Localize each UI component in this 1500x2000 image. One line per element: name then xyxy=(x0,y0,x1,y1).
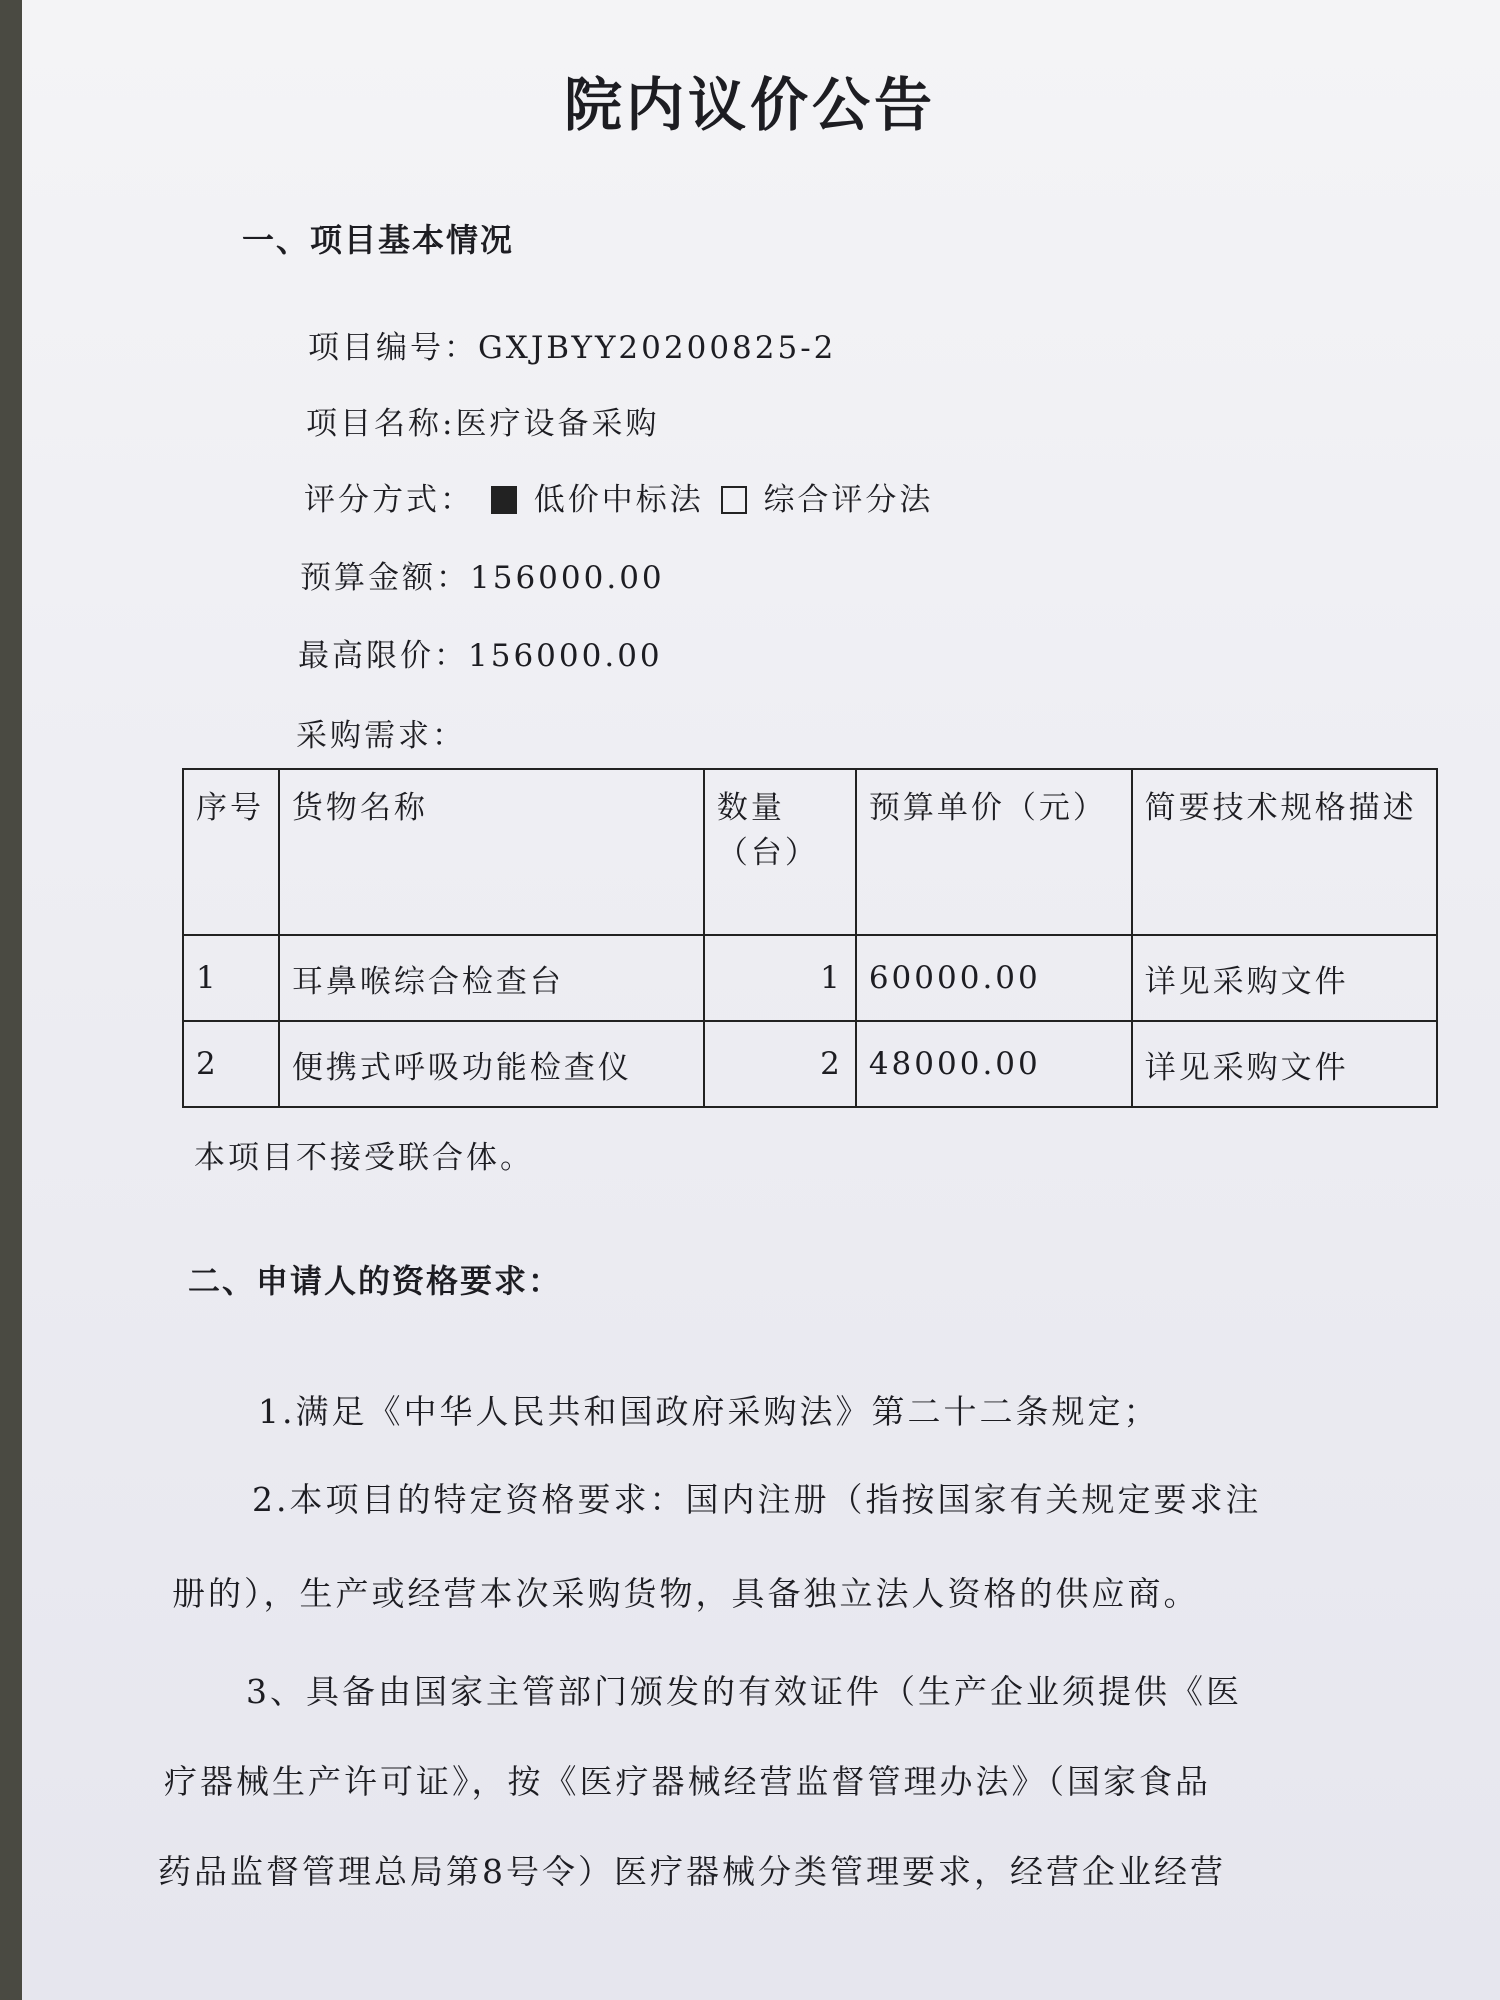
project-name: 项目名称:医疗设备采购 xyxy=(306,406,660,442)
requirement-3-line1: 3、具备由国家主管部门颁发的有效证件（生产企业须提供《医 xyxy=(246,1672,1242,1711)
requirement-3-line3: 药品监督管理总局第8号令）医疗器械分类管理要求，经营企业经营 xyxy=(158,1852,1226,1891)
section2-heading: 二、申请人的资格要求： xyxy=(188,1262,563,1300)
cell-price: 48000.00 xyxy=(856,1021,1132,1107)
table-row xyxy=(183,1021,1437,1107)
project-number: 项目编号：GXJBYY20200825-2 xyxy=(308,330,837,366)
table-row xyxy=(183,935,1437,1021)
procurement-demand-label: 采购需求： xyxy=(296,718,466,754)
scoring-method xyxy=(304,474,933,519)
requirement-2-line2: 册的），生产或经营本次采购货物，具备独立法人资格的供应商。 xyxy=(172,1574,1200,1613)
scoring-label: 评分方式： xyxy=(304,482,474,518)
cell-qty: 1 xyxy=(704,935,856,1021)
header-qty: 数量（台） xyxy=(704,769,856,935)
cell-price: 60000.00 xyxy=(856,935,1132,1021)
cell-name: 便携式呼吸功能检查仪 xyxy=(279,1021,704,1107)
section1-heading: 一、项目基本情况 xyxy=(242,221,515,259)
consortium-note: 本项目不接受联合体。 xyxy=(194,1140,534,1176)
requirement-3-line2: 疗器械生产许可证》，按《医疗器械经营监督管理办法》（国家食品 xyxy=(164,1762,1211,1801)
cell-spec: 详见采购文件 xyxy=(1132,1021,1437,1107)
cell-qty: 2 xyxy=(704,1021,856,1107)
document-title: 院内议价公告 xyxy=(563,71,936,139)
header-name: 货物名称 xyxy=(279,769,704,935)
max-price: 最高限价：156000.00 xyxy=(298,638,663,674)
cell-name: 耳鼻喉综合检查台 xyxy=(279,935,704,1021)
budget-amount: 预算金额：156000.00 xyxy=(300,560,665,596)
requirements-table xyxy=(182,768,1438,1108)
checkbox-low-price[interactable] xyxy=(491,486,517,514)
header-price: 预算单价（元） xyxy=(856,769,1132,935)
scoring-option-low-price: 低价中标法 xyxy=(533,482,704,518)
cell-no: 1 xyxy=(183,935,279,1021)
checkbox-comprehensive[interactable] xyxy=(721,486,747,514)
header-spec: 简要技术规格描述 xyxy=(1132,769,1437,935)
cell-spec: 详见采购文件 xyxy=(1132,935,1437,1021)
requirement-2-line1: 2.本项目的特定资格要求：国内注册（指按国家有关规定要求注 xyxy=(252,1480,1262,1519)
scoring-option-comprehensive: 综合评分法 xyxy=(763,482,934,518)
table-header-row xyxy=(183,769,1437,935)
cell-no: 2 xyxy=(183,1021,279,1107)
requirement-1: 1.满足《中华人民共和国政府采购法》第二十二条规定； xyxy=(258,1392,1160,1431)
header-no: 序号 xyxy=(183,769,279,935)
